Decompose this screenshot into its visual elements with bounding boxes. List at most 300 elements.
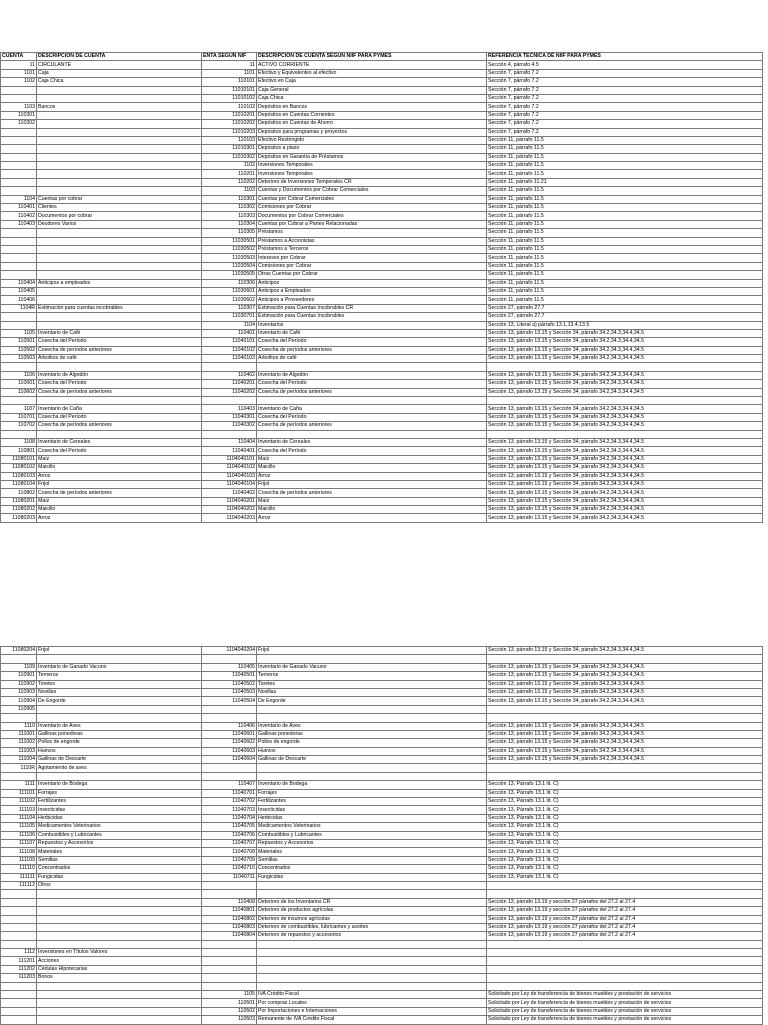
cell-cuenta-niif: 11040702 (202, 798, 257, 806)
cell-referencia: Sección 13, párrafo 13.15 y Sección 34, párrafo 34.2,34.3,34.4,34.5 (487, 472, 763, 480)
cell-cuenta-niif: 1104040104 (202, 480, 257, 488)
cell-descripcion-niif: Deterioro de los Inventarios CR (257, 898, 487, 906)
cell-cuenta (1, 915, 37, 923)
cell-descripcion-niif: Semillas (257, 856, 487, 864)
cell-descripcion: Toretes (37, 680, 202, 688)
cell-referencia: Sección 7, párrafo 7.2 (487, 78, 763, 86)
account-mapping-table (0, 52, 763, 523)
cell-descripcion: Medicamentos Veterinarios (37, 823, 202, 831)
cell-descripcion (37, 237, 202, 245)
cell-descripcion-niif (257, 881, 487, 889)
cell-cuenta-niif: 11040708 (202, 848, 257, 856)
cell-cuenta: 110402 (1, 212, 37, 220)
cell-referencia: Sección 13, párrafo 13.15 y Sección 34, párrafo 34.2,34.3,34.4,34.5 (487, 355, 763, 363)
cell-cuenta-niif: 110401 (202, 329, 257, 337)
cell-descripcion-niif: Intereses por Cobrar (257, 254, 487, 262)
cell-descripcion-niif: Repuestos y Accesorios (257, 839, 487, 847)
cell-referencia: Sección 7, párrafo 7.2 (487, 111, 763, 119)
table-row (1, 279, 763, 287)
cell-descripcion: Inventario de Bodega (37, 781, 202, 789)
cell-descripcion-niif: Deterioro de insumos agrícolas (257, 915, 487, 923)
table-row (1, 907, 763, 915)
table-row (1, 1007, 763, 1015)
cell-cuenta-niif: 11010202 (202, 120, 257, 128)
cell-referencia: Sección 11, párrafo 11.5 (487, 254, 763, 262)
cell-descripcion-niif: IVA Crédito Fiscal (257, 991, 487, 999)
cell-cuenta-niif: 110502 (202, 1007, 257, 1015)
cell-descripcion-niif: Inventario de Caña (257, 405, 487, 413)
table-row (1, 245, 763, 253)
cell-descripcion: Novillas (37, 688, 202, 696)
cell-descripcion-niif: Caja General (257, 86, 487, 94)
cell-cuenta: 11080202 (1, 506, 37, 514)
cell-descripcion (37, 1016, 202, 1024)
cell-descripcion-niif: Pollos de engorde (257, 739, 487, 747)
cell-cuenta: 110702 (1, 422, 37, 430)
table-row (1, 212, 763, 220)
cell-cuenta-niif (202, 982, 257, 990)
cell-referencia: Solicitado por Ley de transferencia de bienes muebles y prestación de servicios (487, 999, 763, 1007)
cell-cuenta: 1111 (1, 781, 37, 789)
cell-descripcion-niif (257, 705, 487, 713)
cell-cuenta-niif: 11010203 (202, 128, 257, 136)
cell-cuenta-niif: 11040601 (202, 730, 257, 738)
cell-descripcion (37, 397, 202, 405)
cell-cuenta (1, 999, 37, 1007)
cell-referencia: Sección 13, Párrafo 13.1 lit. C) (487, 865, 763, 873)
cell-cuenta-niif: 11040802 (202, 915, 257, 923)
cell-cuenta (1, 940, 37, 948)
cell-cuenta: 111112 (1, 881, 37, 889)
cell-referencia: Sección 7, párrafo 7.2 (487, 86, 763, 94)
cell-cuenta (1, 237, 37, 245)
cell-referencia: Solicitado por Ley de transferencia de bienes muebles y prestación de servicios (487, 1016, 763, 1024)
cell-referencia: Sección 11, párrafo 11.5 (487, 162, 763, 170)
cell-cuenta-niif: 1104040101 (202, 455, 257, 463)
cell-descripcion: Cosecha de períodos anteriores (37, 489, 202, 497)
table-row (1, 397, 763, 405)
cell-descripcion-niif: Terneros (257, 672, 487, 680)
cell-cuenta: 111105 (1, 823, 37, 831)
cell-descripcion-niif: Depósitos en Cuentas de Ahorro (257, 120, 487, 128)
cell-cuenta: 110801 (1, 447, 37, 455)
cell-cuenta-niif: 110406 (202, 722, 257, 730)
table-row (1, 497, 763, 505)
cell-descripcion: CIRCULANTE (37, 61, 202, 69)
cell-cuenta (1, 271, 37, 279)
table-row (1, 304, 763, 312)
cell-cuenta: 110601 (1, 380, 37, 388)
cell-cuenta-niif (202, 705, 257, 713)
header-descripcion: DESCRIPCIÓN DE CUENTA (37, 53, 202, 61)
cell-cuenta: 11080204 (1, 647, 37, 655)
table-row (1, 170, 763, 178)
cell-referencia: Sección 13, párrafo 13.15 y Sección 34, párrafo 34.2,34.3,34.4,34.5 (487, 405, 763, 413)
cell-cuenta-niif: 1104040102 (202, 464, 257, 472)
cell-cuenta (1, 772, 37, 780)
cell-descripcion-niif: Anticipos (257, 279, 487, 287)
cell-descripcion: Inventario de Cereales (37, 438, 202, 446)
cell-cuenta (1, 254, 37, 262)
table-body (1, 647, 763, 1025)
cell-referencia: Sección 13, Párrafo 13.1 lit. C) (487, 856, 763, 864)
cell-descripcion: Insecticidas (37, 806, 202, 814)
cell-descripcion (37, 254, 202, 262)
cell-descripcion (37, 287, 202, 295)
cell-cuenta-niif: 1104040202 (202, 506, 257, 514)
cell-descripcion-niif: Estimación para Cuentas Incobrables CR (257, 304, 487, 312)
cell-cuenta-niif: 11040501 (202, 672, 257, 680)
cell-cuenta-niif: 1104040103 (202, 472, 257, 480)
cell-cuenta: 1102 (1, 78, 37, 86)
cell-cuenta-niif: 11010302 (202, 153, 257, 161)
cell-cuenta-niif: 11040402 (202, 489, 257, 497)
cell-cuenta: 1106 (1, 371, 37, 379)
cell-cuenta-niif (202, 655, 257, 663)
cell-referencia: Sección 7, párrafo 7.2 (487, 103, 763, 111)
header-descripcion-niif: DESCRIPCIÓN DE CUENTA SEGÚN NIIF PARA PYMES (257, 53, 487, 61)
cell-cuenta: 1103 (1, 103, 37, 111)
cell-cuenta-niif: 11040703 (202, 806, 257, 814)
cell-cuenta-niif: 1104040201 (202, 497, 257, 505)
table-row (1, 982, 763, 990)
cell-descripcion-niif: Frijol (257, 647, 487, 655)
cell-descripcion: Frijol (37, 647, 202, 655)
table-row (1, 338, 763, 346)
cell-descripcion-niif: Inventario de Bodega (257, 781, 487, 789)
cell-cuenta: 11080201 (1, 497, 37, 505)
cell-cuenta: 111003 (1, 747, 37, 755)
cell-descripcion-niif: Arroz (257, 514, 487, 522)
table-row (1, 923, 763, 931)
cell-cuenta: 110905 (1, 705, 37, 713)
cell-descripcion-niif: Inventario de Aves (257, 722, 487, 730)
table-row (1, 798, 763, 806)
cell-descripcion: Arroz (37, 514, 202, 522)
cell-referencia: Sección 13, párrafo 13.15 y Sección 34, párrafo 34.2,34.3,34.4,34.5 (487, 739, 763, 747)
table-row (1, 422, 763, 430)
cell-descripcion (37, 321, 202, 329)
cell-cuenta-niif: 1103 (202, 187, 257, 195)
cell-descripcion-niif: Cosecha de períodos anteriores (257, 422, 487, 430)
table-row (1, 287, 763, 295)
cell-descripcion-niif: Maíz (257, 455, 487, 463)
cell-descripcion-niif (257, 397, 487, 405)
cell-descripcion: Anticipos a empleados (37, 279, 202, 287)
table-row (1, 237, 763, 245)
cell-cuenta (1, 128, 37, 136)
cell-referencia: Sección 13, párrafo 13.15 y Sección 34, párrafo 34.2,34.3,34.4,34.5 (487, 329, 763, 337)
table-row (1, 145, 763, 153)
table-row (1, 120, 763, 128)
table-row (1, 848, 763, 856)
cell-referencia: Sección 13, párrafo 13.15 y Sección 34, párrafo 34.2,34.3,34.4,34.5 (487, 747, 763, 755)
cell-cuenta-niif: 1104 (202, 321, 257, 329)
cell-cuenta-niif: 110503 (202, 1016, 257, 1024)
table-row (1, 405, 763, 413)
cell-descripcion: Fertilizantes (37, 798, 202, 806)
table-row (1, 898, 763, 906)
cell-descripcion: Cosecha del Período (37, 338, 202, 346)
table-row (1, 789, 763, 797)
cell-descripcion (37, 890, 202, 898)
cell-referencia: Sección 13, párrafo 13.19 y sección 27 párrafos del 27.2 al 27.4 (487, 898, 763, 906)
cell-referencia: Sección 7, párrafo 7.2 (487, 120, 763, 128)
cell-referencia: Sección 13, Párrafo 13.1 lit. C) (487, 781, 763, 789)
cell-referencia: Sección 11, párrafo 11.5 (487, 204, 763, 212)
cell-referencia (487, 655, 763, 663)
cell-cuenta-niif: 1102 (202, 162, 257, 170)
cell-referencia: Sección 13, Párrafo 13.1 lit. C) (487, 823, 763, 831)
cell-referencia: Sección 13, párrafo 13.15 y Sección 34, párrafo 34.2,34.3,34.4,34.5 (487, 447, 763, 455)
cell-descripcion-niif: Deterioro de repuestos y accesorios (257, 932, 487, 940)
table-row (1, 688, 763, 696)
cell-referencia (487, 764, 763, 772)
cell-descripcion-niif: Otras Cuentas por Cobrar (257, 271, 487, 279)
cell-cuenta-niif: 11040701 (202, 789, 257, 797)
table-row (1, 128, 763, 136)
cell-referencia (487, 881, 763, 889)
cell-referencia: Sección 27, párrafo 27.7 (487, 304, 763, 312)
cell-referencia (487, 890, 763, 898)
cell-descripcion: Frijol (37, 480, 202, 488)
cell-descripcion-niif: Huevos (257, 747, 487, 755)
cell-descripcion (37, 705, 202, 713)
table-body (1, 61, 763, 522)
cell-referencia: Sección 11, párrafo 11.5 (487, 296, 763, 304)
cell-cuenta: 110403 (1, 220, 37, 228)
cell-cuenta-niif: 11040804 (202, 932, 257, 940)
cell-cuenta-niif: 110307 (202, 304, 257, 312)
cell-descripcion: Gallinas ponedoras (37, 730, 202, 738)
cell-cuenta: 110301 (1, 111, 37, 119)
cell-descripcion-niif: Inversiones Temporales (257, 170, 487, 178)
table-row (1, 86, 763, 94)
cell-cuenta-niif (202, 363, 257, 371)
cell-descripcion-niif (257, 949, 487, 957)
cell-descripcion-niif (257, 714, 487, 722)
table-row (1, 697, 763, 705)
cell-cuenta (1, 145, 37, 153)
cell-descripcion-niif: Deterioro de Inversiones Temporales CR (257, 178, 487, 186)
cell-referencia (487, 363, 763, 371)
header-row (1, 53, 763, 61)
table-row (1, 61, 763, 69)
cell-cuenta-niif: 110306 (202, 279, 257, 287)
account-table-page-2 (0, 646, 762, 1025)
cell-cuenta-niif: 11040301 (202, 413, 257, 421)
cell-descripcion (37, 153, 202, 161)
cell-referencia: Sección 11, párrafo 11.5 (487, 170, 763, 178)
table-row (1, 380, 763, 388)
cell-descripcion: Herbicidas (37, 814, 202, 822)
cell-descripcion (37, 313, 202, 321)
table-row (1, 932, 763, 940)
table-row (1, 162, 763, 170)
cell-descripcion-niif: Cuentas por Cobrar a Partes Relacionadas (257, 220, 487, 228)
cell-cuenta (1, 923, 37, 931)
cell-referencia: Sección 11, párrafo 11.5 (487, 279, 763, 287)
cell-descripcion (37, 907, 202, 915)
cell-cuenta (1, 187, 37, 195)
table-row (1, 705, 763, 713)
cell-descripcion: Cosecha del Período (37, 447, 202, 455)
cell-cuenta: 110404 (1, 279, 37, 287)
table-row (1, 865, 763, 873)
cell-descripcion: Cédulas Hipotecarias (37, 965, 202, 973)
table-row (1, 722, 763, 730)
cell-cuenta: 111111 (1, 873, 37, 881)
cell-descripcion (37, 162, 202, 170)
cell-descripcion: Bonos (37, 974, 202, 982)
cell-descripcion-niif: Fungicidas (257, 873, 487, 881)
cell-descripcion (37, 271, 202, 279)
cell-cuenta-niif: 11030502 (202, 245, 257, 253)
table-row (1, 472, 763, 480)
cell-descripcion-niif: Combustibles y Lubricantes (257, 831, 487, 839)
cell-cuenta: 110406 (1, 296, 37, 304)
cell-descripcion-niif: Depósitos en Bancos (257, 103, 487, 111)
cell-descripcion (37, 898, 202, 906)
cell-descripcion (37, 178, 202, 186)
table-row (1, 663, 763, 671)
cell-cuenta (1, 397, 37, 405)
cell-referencia (487, 957, 763, 965)
cell-cuenta-niif: 11030504 (202, 262, 257, 270)
cell-descripcion-niif: Inventario de Cereales (257, 438, 487, 446)
cell-cuenta-niif: 11040503 (202, 688, 257, 696)
cell-cuenta-niif: 11040705 (202, 823, 257, 831)
cell-descripcion (37, 915, 202, 923)
table-row (1, 220, 763, 228)
cell-descripcion (37, 923, 202, 931)
cell-referencia: Sección 11, párrafo 11.21 (487, 178, 763, 186)
cell-cuenta-niif: 110303 (202, 212, 257, 220)
cell-cuenta-niif: 11040603 (202, 747, 257, 755)
cell-descripcion-niif: Préstamos (257, 229, 487, 237)
table-row (1, 313, 763, 321)
cell-cuenta: 110302 (1, 120, 37, 128)
cell-cuenta-niif: 110405 (202, 663, 257, 671)
cell-descripcion-niif: Arbolitos de café (257, 355, 487, 363)
cell-cuenta (1, 313, 37, 321)
cell-referencia: Sección 13, párrafo 13.15 y Sección 34, párrafo 34.2,34.3,34.4,34.5 (487, 338, 763, 346)
cell-descripcion (37, 245, 202, 253)
cell-descripcion-niif: Arroz (257, 472, 487, 480)
cell-descripcion-niif: Cosecha del Período (257, 413, 487, 421)
cell-descripcion-niif (257, 363, 487, 371)
cell-cuenta-niif: 11040709 (202, 856, 257, 864)
table-row (1, 831, 763, 839)
cell-descripcion-niif: Toretes (257, 680, 487, 688)
cell-referencia: Sección 13, párrafo 13.15 y Sección 34, párrafo 34.2,34.3,34.4,34.5 (487, 756, 763, 764)
cell-cuenta-niif (202, 965, 257, 973)
cell-descripcion-niif: Inventarios (257, 321, 487, 329)
cell-cuenta (1, 363, 37, 371)
cell-cuenta-niif: 110101 (202, 78, 257, 86)
cell-descripcion-niif: Caja Chica (257, 94, 487, 102)
cell-referencia: Sección 13, Párrafo 13.1 lit. C) (487, 839, 763, 847)
table-row (1, 321, 763, 329)
cell-descripcion-niif: Inversiones Temporales (257, 162, 487, 170)
table-row (1, 187, 763, 195)
cell-cuenta (1, 655, 37, 663)
table-row (1, 999, 763, 1007)
cell-cuenta: 110802 (1, 489, 37, 497)
cell-descripcion-niif (257, 772, 487, 780)
cell-descripcion-niif: Cosecha del Período (257, 447, 487, 455)
cell-cuenta-niif: 1101 (202, 69, 257, 77)
cell-cuenta-niif: 11040101 (202, 338, 257, 346)
table-row (1, 254, 763, 262)
cell-cuenta: 110602 (1, 388, 37, 396)
table-row (1, 873, 763, 881)
cell-referencia (487, 949, 763, 957)
cell-descripcion-niif (257, 974, 487, 982)
cell-cuenta: 110401 (1, 204, 37, 212)
cell-cuenta (1, 162, 37, 170)
cell-descripcion (37, 145, 202, 153)
cell-referencia: Sección 13, párrafo 13.15 y Sección 34, párrafo 34.2,34.3,34.4,34.5 (487, 688, 763, 696)
cell-cuenta-niif (202, 714, 257, 722)
cell-descripcion-niif: Maicillo (257, 506, 487, 514)
cell-cuenta-niif: 110407 (202, 781, 257, 789)
table-row (1, 262, 763, 270)
cell-cuenta (1, 136, 37, 144)
table-row (1, 111, 763, 119)
cell-referencia: Sección 13, párrafo 13.15 y Sección 34, párrafo 34.2,34.3,34.4,34.5 (487, 697, 763, 705)
cell-descripcion (37, 262, 202, 270)
cell-descripcion (37, 714, 202, 722)
cell-cuenta (1, 86, 37, 94)
cell-cuenta-niif: 11040711 (202, 873, 257, 881)
cell-descripcion: Maicillo (37, 464, 202, 472)
cell-referencia (487, 982, 763, 990)
cell-cuenta: 1109 (1, 663, 37, 671)
cell-cuenta: 11080103 (1, 472, 37, 480)
cell-referencia: Sección 13, párrafo 13.15 y Sección 34, párrafo 34.2,34.3,34.4,34.5 (487, 455, 763, 463)
cell-cuenta-niif: 1104040203 (202, 514, 257, 522)
table-row (1, 195, 763, 203)
cell-descripcion (37, 120, 202, 128)
table-row (1, 136, 763, 144)
cell-descripcion (37, 111, 202, 119)
cell-cuenta (1, 321, 37, 329)
cell-cuenta-niif: 110202 (202, 178, 257, 186)
cell-descripcion: Acciones (37, 957, 202, 965)
cell-descripcion-niif: Por Importaciones e Internaciones (257, 1007, 487, 1015)
cell-descripcion: Gallinas de Descarte (37, 756, 202, 764)
cell-descripcion-niif: Cosecha de períodos anteriores (257, 346, 487, 354)
cell-descripcion-niif: Depósitos en Cuentas Corrientes (257, 111, 487, 119)
cell-referencia: Sección 11, párrafo 11.5 (487, 136, 763, 144)
cell-cuenta-niif: 110301 (202, 195, 257, 203)
cell-cuenta: 110405 (1, 287, 37, 295)
cell-cuenta (1, 932, 37, 940)
table-row (1, 806, 763, 814)
cell-cuenta-niif: 11040710 (202, 865, 257, 873)
cell-descripcion: Inventario de Caña (37, 405, 202, 413)
cell-descripcion-niif: Cosecha del Período (257, 338, 487, 346)
cell-cuenta: 111104 (1, 814, 37, 822)
cell-cuenta-niif: 110304 (202, 220, 257, 228)
cell-cuenta-niif: 110403 (202, 405, 257, 413)
cell-descripcion-niif: Efectivo en Caja (257, 78, 487, 86)
cell-cuenta-niif: 11040302 (202, 422, 257, 430)
table-row (1, 329, 763, 337)
cell-referencia (487, 430, 763, 438)
table-row (1, 78, 763, 86)
